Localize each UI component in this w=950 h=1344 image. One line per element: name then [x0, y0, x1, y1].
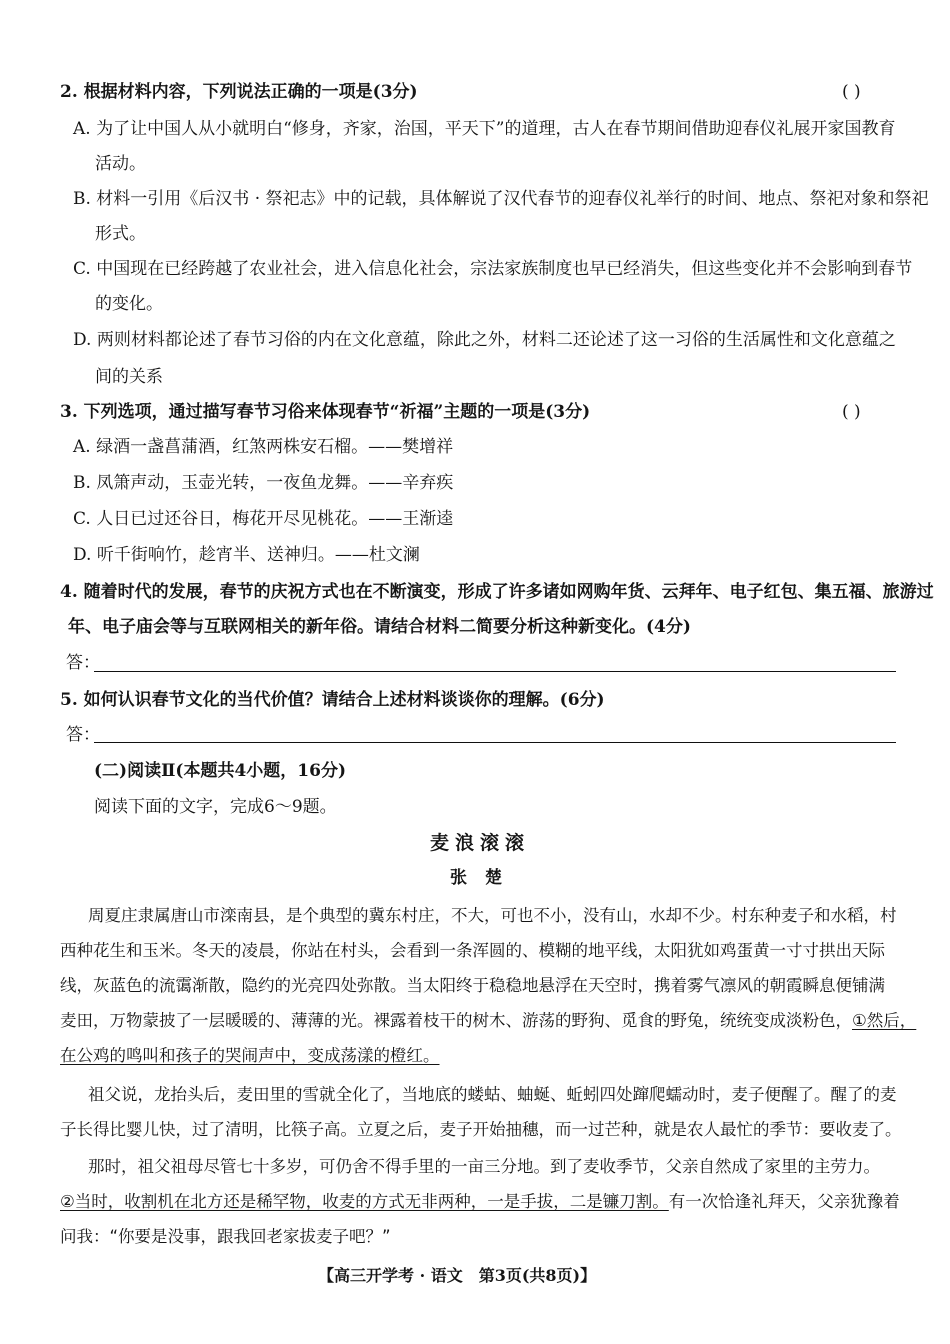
- q5-answer-label: 答：: [66, 725, 100, 745]
- section2-instruction: 阅读下面的文字，完成6～9题。: [94, 797, 337, 817]
- underlined-sentence-1-start: ①然后，: [852, 1011, 917, 1030]
- article-p1-line4: [60, 1009, 916, 1033]
- q3-option-c: C. 人日已过还谷日，梅花开尽见桃花。——王渐逵: [73, 509, 454, 529]
- q3-stem: 3. 下列选项，通过描写春节习俗来体现春节“祈福”主题的一项是(3分): [60, 402, 591, 422]
- q2-option-b: B. 材料一引用《后汉书 · 祭祀志》中的记载，具体解说了汉代春节的迎春仪礼举行的时间、地点、祭祀对象和祭祀: [73, 189, 929, 209]
- article-p1-line2: 西种花生和玉米。冬天的凌晨，你站在村头，会看到一条浑圆的、模糊的地平线，太阳犹如鸡蛋黄一寸寸拱出天际: [60, 941, 885, 960]
- article-p1-line1: 周夏庄隶属唐山市滦南县，是个典型的冀东村庄，不大，可也不小，没有山，水却不少。村东种麦子和水稻，村: [88, 906, 897, 925]
- q4-stem: 4. 随着时代的发展，春节的庆祝方式也在不断演变，形成了许多诸如网购年货、云拜年、电子红包、集五福、旅游过: [60, 582, 934, 602]
- q2-option-c-cont: 的变化。: [95, 294, 163, 314]
- q2-stem: 2. 根据材料内容，下列说法正确的一项是(3分): [60, 82, 418, 102]
- underlined-sentence-2: ②当时，收割机在北方还是稀罕物，收麦的方式无非两种，一是手拔，二是镰刀割。: [60, 1192, 669, 1211]
- q2-option-d: D. 两则材料都论述了春节习俗的内在文化意蕴，除此之外，材料二还论述了这一习俗的生活属性和文化意蕴之: [73, 330, 896, 350]
- q2-option-a: A. 为了让中国人从小就明白“修身，齐家，治国，平天下”的道理，古人在春节期间借助迎春仪礼展开家国教育: [73, 119, 896, 139]
- q2-option-b-cont: 形式。: [95, 224, 146, 244]
- section2-heading: (二)阅读Ⅱ(本题共4小题，16分): [94, 761, 346, 781]
- page-footer: 【高三开学考 · 语文 第3页(共8页)】: [318, 1266, 597, 1285]
- article-p3-line1: 那时，祖父祖母尽管七十多岁，可仍舍不得手里的一亩三分地。到了麦收季节，父亲自然成了家里的主劳力。: [88, 1157, 880, 1176]
- q4-answer-line[interactable]: [94, 671, 896, 672]
- q3-option-a: A. 绿酒一盏菖蒲酒，红煞两株安石榴。——樊增祥: [73, 437, 454, 457]
- q3-answer-paren: ( ): [842, 402, 861, 422]
- article-title: 麦浪滚滚: [430, 832, 531, 854]
- q5-stem: 5. 如何认识春节文化的当代价值？请结合上述材料谈谈你的理解。(6分): [60, 690, 605, 710]
- article-p3-line2-rest: 有一次恰逢礼拜天，父亲犹豫着: [668, 1192, 900, 1211]
- q2-option-c: C. 中国现在已经跨越了农业社会，进入信息化社会，宗法家族制度也早已经消失，但这些变化并不会影响到春节: [73, 259, 913, 279]
- article-p2-line1: 祖父说，龙抬头后，麦田里的雪就全化了，当地底的蝼蛄、蚰蜒、蚯蚓四处蹿爬蠕动时，麦子便醒了。醒了的麦: [88, 1085, 897, 1104]
- article-p2-line2: 子长得比婴儿快，过了清明，比筷子高。立夏之后，麦子开始抽穗，而一过芒种，就是农人最忙的季节：要收麦了。: [60, 1120, 902, 1139]
- q2-option-a-cont: 活动。: [95, 154, 146, 174]
- q2-option-d-cont: 间的关系: [95, 367, 163, 387]
- underlined-sentence-1: 在公鸡的鸣叫和孩子的哭闹声中，变成荡漾的橙红。: [60, 1046, 440, 1065]
- q2-answer-paren: ( ): [842, 82, 861, 102]
- q5-answer-line[interactable]: [94, 742, 896, 743]
- article-p3-line3: 问我：“你要是没事，跟我回老家拔麦子吧？”: [60, 1227, 391, 1246]
- article-p1-line4-text: 麦田，万物蒙披了一层暖暖的、薄薄的光。裸露着枝干的树木、游荡的野狗、觅食的野兔，统统变成淡粉色，: [60, 1011, 852, 1030]
- q3-option-b: B. 凤箫声动，玉壶光转，一夜鱼龙舞。——辛弃疾: [73, 473, 454, 493]
- q3-option-d: D. 听千街响竹，趁宵半、送神归。——杜文澜: [73, 545, 420, 565]
- q4-stem-cont: 年、电子庙会等与互联网相关的新年俗。请结合材料二简要分析这种新变化。(4分): [68, 617, 691, 637]
- article-p1-line3: 线，灰蓝色的流霭渐散，隐约的光亮四处弥散。当太阳终于稳稳地悬浮在天空时，携着雾气凛风的朝霞瞬息便铺满: [60, 976, 885, 995]
- q4-answer-label: 答：: [66, 653, 100, 673]
- article-p3-line2: [60, 1190, 900, 1214]
- article-author: 张楚: [450, 868, 520, 888]
